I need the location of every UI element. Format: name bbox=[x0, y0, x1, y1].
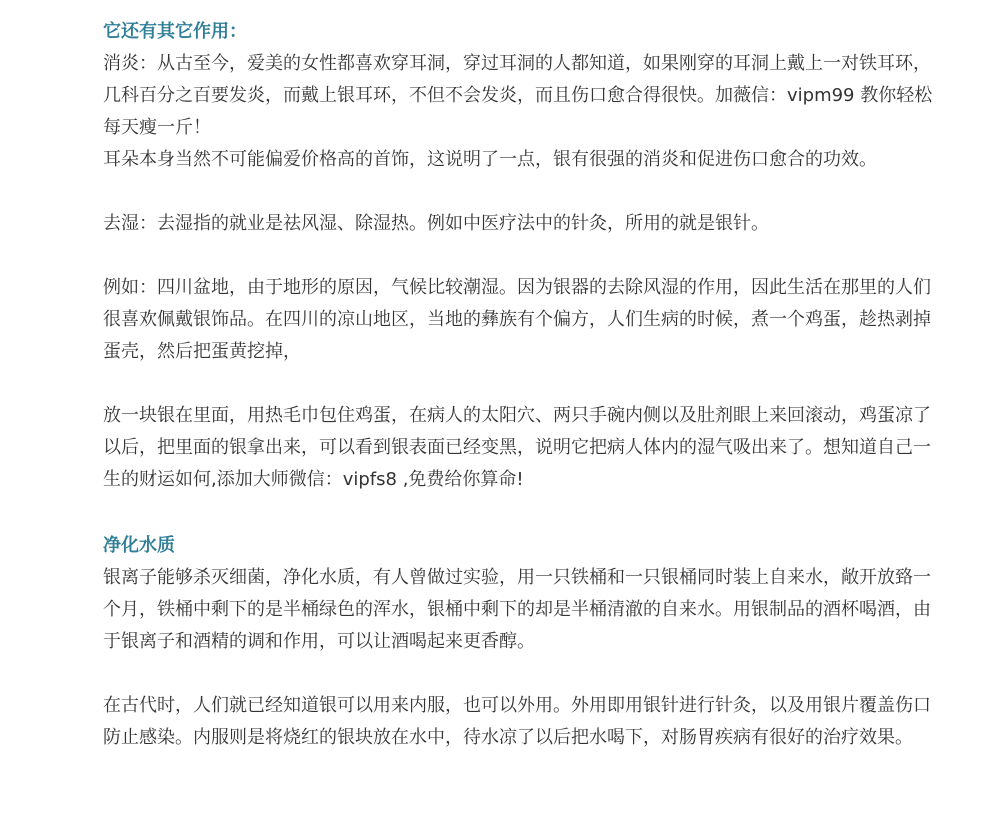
section-heading-other-uses: 它还有其它作用： bbox=[103, 21, 247, 42]
paragraph-silver-ions: 银离子能够杀灭细菌，净化水质，有人曾做过实验，用一只铁桶和一只银桶同时装上自来水，敞开放臵一个月，铁桶中剩下的是半桶绿色的浑水，银桶中剩下的却是半桶清澈的自来水。用银制品的酒杯喝酒，由于银离子和酒精的调和作用，可以让酒喝起来更香醇。 bbox=[103, 567, 931, 652]
paragraph-dampness-removal: 去湿：去湿指的就业是祛风湿、除湿热。例如中医疗法中的针灸，所用的就是银针。 bbox=[103, 213, 769, 234]
paragraph-spacer bbox=[103, 176, 933, 208]
paragraph-spacer bbox=[103, 368, 933, 400]
section-heading-water-purification: 净化水质 bbox=[103, 535, 175, 556]
paragraph-wound-healing: 耳朵本身当然不可能偏爱价格高的首饰，这说明了一点，银有很强的消炎和促进伤口愈合的功效。 bbox=[103, 149, 877, 170]
paragraph-egg-remedy: 放一块银在里面，用热毛巾包住鸡蛋，在病人的太阳穴、两只手碗内侧以及肚剂眼上来回滚动，鸡蛋凉了以后，把里面的银拿出来，可以看到银表面已经变黑，说明它把病人体内的湿气吸出来了。想知道自己一生的财运如何,添加大师微信：vipfs8 ,免费给你算命! bbox=[103, 405, 931, 490]
paragraph-spacer bbox=[103, 240, 933, 272]
article-body bbox=[103, 16, 933, 754]
paragraph-anti-inflammation: 消炎：从古至今，爱美的女性都喜欢穿耳洞，穿过耳洞的人都知道，如果刚穿的耳洞上戴上一对铁耳环，几科百分之百要发炎，而戴上银耳环，不但不会发炎，而且伤口愈合得很快。加薇信：vipm99 教你轻松每天瘦一斤！ bbox=[103, 53, 933, 138]
paragraph-ancient-use: 在古代时，人们就已经知道银可以用来内服，也可以外用。外用即用银针进行针灸，以及用银片覆盖伤口防止感染。内服则是将烧红的银块放在水中，待水凉了以后把水喝下，对肠胃疾病有很好的治疗效果。 bbox=[103, 695, 931, 748]
paragraph-spacer bbox=[103, 658, 933, 690]
section-spacer bbox=[103, 496, 933, 530]
paragraph-sichuan-example: 例如：四川盆地，由于地形的原因，气候比较潮湿。因为银器的去除风湿的作用，因此生活在那里的人们很喜欢佩戴银饰品。在四川的凉山地区，当地的彝族有个偏方，人们生病的时候，煮一个鸡蛋，趁热剥掉蛋壳，然后把蛋黄挖掉， bbox=[103, 277, 931, 362]
